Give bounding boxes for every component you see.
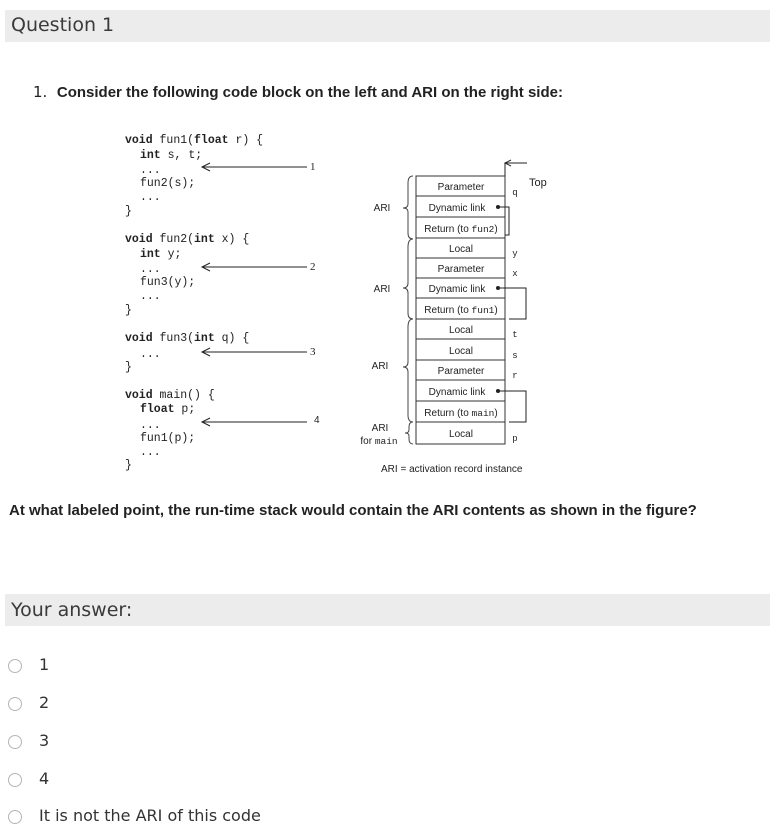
figure-caption: ARI = activation record instance xyxy=(381,464,523,475)
code-text: main() { xyxy=(159,389,215,402)
code-text: q) { xyxy=(221,332,250,345)
stack-cell-local: Local xyxy=(449,346,473,357)
answer-header xyxy=(5,594,770,626)
ari-brace xyxy=(403,319,413,422)
question-prompt: Consider the following code block on the left and ARI on the right side: xyxy=(56,84,563,101)
code-text: } xyxy=(125,459,132,472)
question-text xyxy=(33,83,563,101)
code-text: } xyxy=(125,205,132,218)
code-text: float xyxy=(194,134,229,147)
code-text: fun1 xyxy=(159,134,188,147)
stack-cell-return-code: fun1 xyxy=(471,305,495,316)
svg-text:void fun3(int q) { xyxy=(125,332,249,345)
stack-cell-dynamic-link: Dynamic link xyxy=(428,203,486,214)
stack-cell-parameter: Parameter xyxy=(437,182,485,193)
radio-button[interactable] xyxy=(8,773,22,787)
svg-text:int y; xyxy=(140,248,181,261)
var-label: q xyxy=(512,188,518,198)
question-2-text: At what labeled point, the run-time stack would contain the ARI contents as shown in the figure? xyxy=(9,502,697,519)
ari-brace xyxy=(405,422,413,444)
stack-cell-return: ) xyxy=(494,408,498,419)
point-label: 4 xyxy=(314,415,320,426)
stack-cell-parameter: Parameter xyxy=(437,264,485,275)
question-header xyxy=(5,10,770,42)
stack-cell-return: Return (to xyxy=(424,408,469,419)
svg-text:void main() { xyxy=(125,389,215,402)
point-label: 2 xyxy=(310,261,316,273)
stack-cell-return: Return (to xyxy=(424,305,469,316)
code-text: int xyxy=(140,248,161,261)
point-label: 3 xyxy=(310,346,316,358)
svg-text:void fun2(int x) { xyxy=(125,233,249,246)
code-text: int xyxy=(194,332,215,345)
code-text: ( xyxy=(187,233,195,246)
question-title: Question 1 xyxy=(11,14,115,36)
stack-cell-local: Local xyxy=(449,429,473,440)
stack-cell-return: ) xyxy=(494,224,498,235)
code-text: s, t; xyxy=(167,149,203,162)
ari-brace xyxy=(403,176,413,239)
option-label: 3 xyxy=(39,731,50,750)
stack-cell-local: Local xyxy=(449,325,473,336)
code-text: void xyxy=(125,389,153,402)
svg-text:Return (to fun2) xyxy=(424,224,497,235)
code-text: ( xyxy=(187,332,195,345)
option-label: 2 xyxy=(39,693,50,712)
code-text: y; xyxy=(167,248,182,261)
stack-cell-dynamic-link: Dynamic link xyxy=(428,284,486,295)
code-text: } xyxy=(125,304,132,317)
code-text: float xyxy=(140,403,175,416)
code-text: fun2(s); xyxy=(140,177,196,190)
ari-main-label: ARI xyxy=(371,423,389,434)
code-text: int xyxy=(194,233,215,246)
stack-cell-return-code: fun2 xyxy=(471,224,495,235)
code-text: void xyxy=(125,233,153,246)
radio-button[interactable] xyxy=(8,810,22,824)
var-label: t xyxy=(512,330,518,340)
code-text: ... xyxy=(140,419,161,432)
code-text: r) { xyxy=(235,134,264,147)
code-text: ... xyxy=(140,263,161,276)
code-text: void xyxy=(125,134,153,147)
option-label: 1 xyxy=(39,655,50,674)
stack-cell-dynamic-link: Dynamic link xyxy=(428,387,486,398)
radio-button[interactable] xyxy=(8,659,22,673)
stack-cell-parameter: Parameter xyxy=(437,366,485,377)
option-label: 4 xyxy=(39,769,50,788)
code-text: ... xyxy=(140,290,161,303)
ari-main-label: for xyxy=(360,436,373,447)
code-text: ( xyxy=(187,134,195,147)
code-text: void xyxy=(125,332,153,345)
svg-text:for main xyxy=(360,436,397,447)
radio-button[interactable] xyxy=(8,735,22,749)
ari-brace xyxy=(403,239,413,319)
code-text: ... xyxy=(140,164,161,177)
stack-cell-return: ) xyxy=(494,305,498,316)
code-text: ... xyxy=(140,191,161,204)
ari-main-label-code: main xyxy=(374,436,398,447)
stack-cell-local: Local xyxy=(449,244,473,255)
ari-label: ARI xyxy=(373,203,391,214)
point-label: 1 xyxy=(310,161,316,173)
code-text: } xyxy=(125,361,132,374)
svg-text:int s, t; xyxy=(140,149,202,162)
answer-header-label: Your answer: xyxy=(11,599,133,621)
code-text: fun2 xyxy=(159,233,188,246)
code-text: p; xyxy=(181,403,196,416)
var-label: x xyxy=(512,269,518,279)
ari-label: ARI xyxy=(371,361,389,372)
var-label: p xyxy=(512,434,518,444)
stack-cell-return-code: main xyxy=(471,408,495,419)
code-text: int xyxy=(140,149,161,162)
svg-text:Return (to fun1) xyxy=(424,305,497,316)
option-label: It is not the ARI of this code xyxy=(39,806,261,825)
radio-button[interactable] xyxy=(8,697,22,711)
svg-text:float p; xyxy=(140,403,195,416)
ari-label: ARI xyxy=(373,284,391,295)
code-text: fun3 xyxy=(159,332,188,345)
code-text: ... xyxy=(140,446,161,459)
svg-text:void fun1(float r) { xyxy=(125,134,263,147)
var-label: s xyxy=(512,351,518,361)
var-label: y xyxy=(512,249,518,259)
var-label: r xyxy=(512,371,518,381)
svg-text:Return (to main) xyxy=(424,408,497,419)
code-text: fun3(y); xyxy=(140,276,196,289)
top-label: Top xyxy=(529,177,547,189)
stack-cell-return: Return (to xyxy=(424,224,469,235)
code-text: x) { xyxy=(221,233,250,246)
code-ari-figure xyxy=(115,125,555,489)
code-text: ... xyxy=(140,348,161,361)
code-text: fun1(p); xyxy=(140,432,196,445)
question-number: 1. xyxy=(33,83,48,101)
